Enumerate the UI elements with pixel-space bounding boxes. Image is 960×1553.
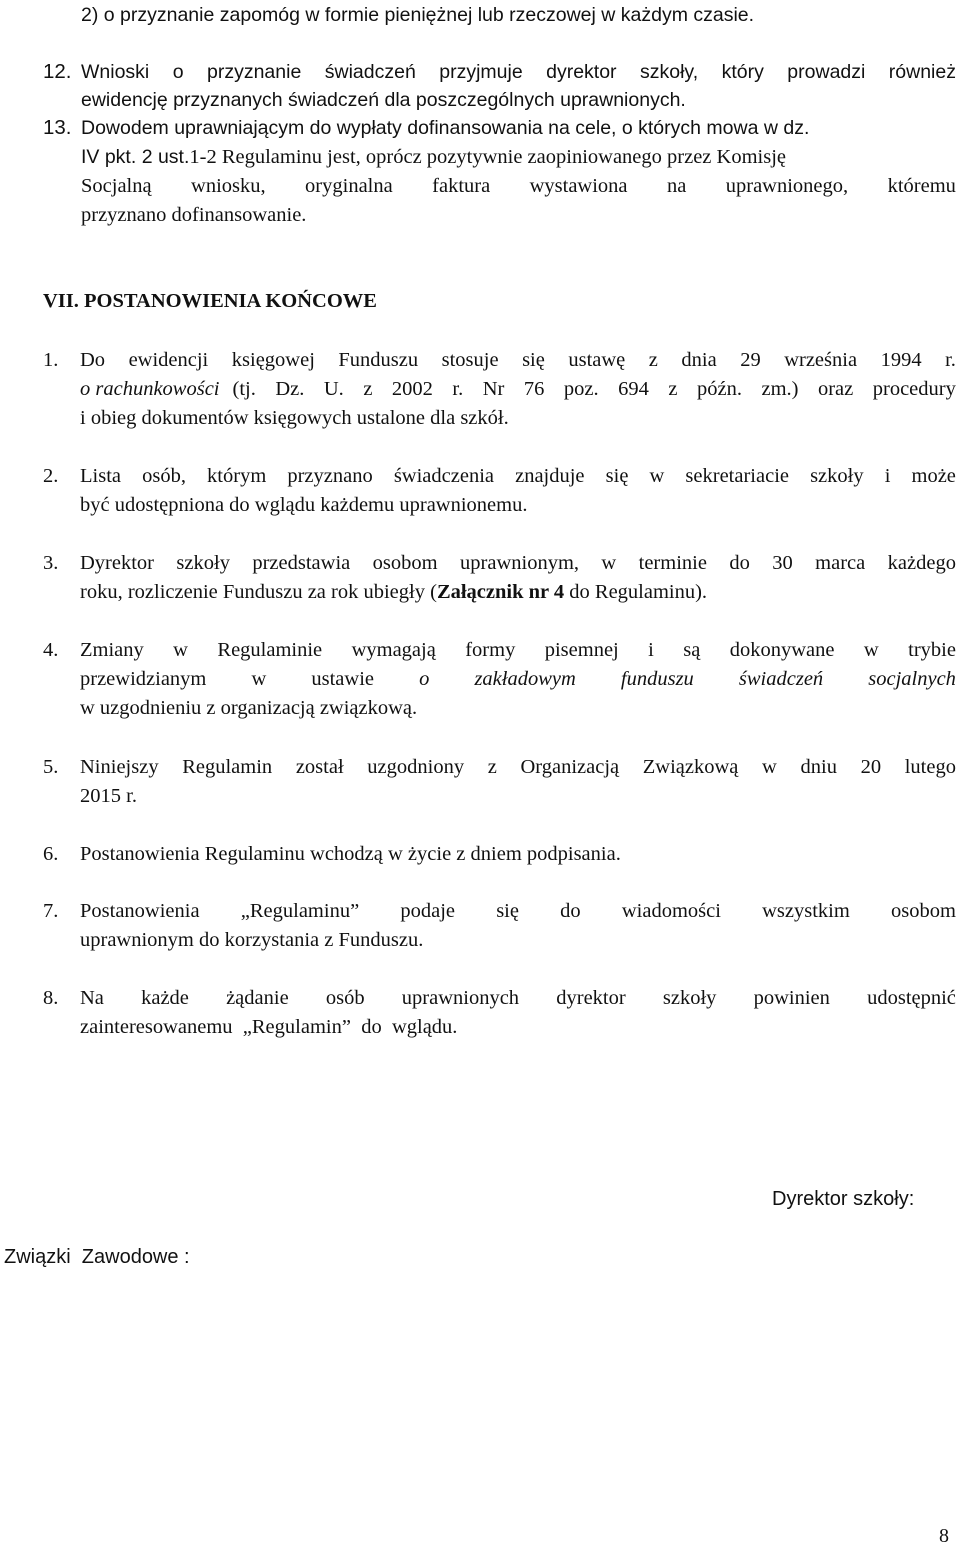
word: Dyrektor	[80, 552, 155, 574]
item-6-line-1: Postanowienia Regulaminu wchodzą w życie z dniem podpisania.	[80, 843, 621, 865]
word: w	[173, 639, 188, 661]
word: przedstawia	[252, 552, 351, 574]
item-2-line-1	[80, 464, 956, 488]
item-12-line-1	[81, 60, 956, 84]
word: „Regulaminu”	[240, 900, 360, 922]
word: świadczenia	[393, 465, 494, 487]
item-7-line-1	[80, 899, 956, 923]
item-5-line-1	[80, 755, 956, 779]
word: świadczeń	[324, 61, 416, 83]
attachment-reference: Załącznik nr 4	[436, 581, 565, 603]
word: księgowej	[231, 349, 315, 371]
item-number: 8.	[43, 987, 59, 1009]
word: osób	[325, 987, 365, 1009]
item-3-line-2-pre: roku, rozliczenie Funduszu za rok ubiegły (	[80, 581, 437, 603]
point-2-text: 2) o przyznanie zapomóg w formie pieniężnej lub rzeczowej w każdym czasie.	[81, 4, 755, 26]
word: terminie	[638, 552, 707, 574]
word: szkoły	[810, 465, 864, 487]
item-number: 4.	[43, 639, 59, 661]
word: Postanowienia	[80, 900, 200, 922]
word: podaje	[400, 900, 456, 922]
item-13-line-2-sans: IV pkt. 2 ust.	[81, 146, 190, 168]
item-number: 13.	[43, 116, 72, 139]
word: r.	[452, 378, 464, 400]
word: ustawę	[568, 349, 626, 371]
word: każde	[141, 987, 189, 1009]
word: przewidzianym	[80, 668, 207, 690]
item-7-line-2: uprawnionym do korzystania z Funduszu.	[80, 929, 424, 951]
word: późn.	[696, 378, 742, 400]
item-1-line-2-rest	[233, 377, 957, 401]
item-4-line-1	[80, 638, 956, 662]
word: szkoły	[176, 552, 230, 574]
word: również	[888, 61, 956, 83]
word: trybie	[908, 639, 956, 661]
word: każdego	[887, 552, 956, 574]
word: wymagają	[351, 639, 436, 661]
word: może	[911, 465, 956, 487]
word: do	[560, 900, 581, 922]
act-title-italic: o rachunkowości	[80, 378, 220, 400]
word: Socjalną	[81, 175, 152, 197]
word: wszystkim	[762, 900, 850, 922]
word: w	[601, 552, 617, 574]
word: się	[496, 900, 519, 922]
word: 30	[772, 552, 793, 574]
item-number: 7.	[43, 900, 59, 922]
word: szkoły	[662, 987, 717, 1009]
word: osobom	[891, 900, 956, 922]
word: Nr	[482, 378, 505, 400]
word: osobom	[372, 552, 438, 574]
word: stosuje	[441, 349, 499, 371]
word: prowadzi	[787, 61, 866, 83]
word: Zmiany	[80, 639, 144, 661]
word: dniu	[800, 756, 837, 778]
word: na	[666, 175, 687, 197]
word: pisemnej	[544, 639, 619, 661]
item-3-line-1	[80, 551, 956, 575]
word: z	[668, 378, 678, 400]
word: udostępnić	[867, 987, 956, 1009]
item-4-line-2	[80, 667, 956, 691]
unions-signature-label: Związki Zawodowe :	[4, 1246, 190, 1268]
word: powinien	[753, 987, 830, 1009]
page-number: 8	[939, 1525, 949, 1547]
word: Do	[80, 349, 106, 371]
item-number: 2.	[43, 465, 59, 487]
item-12-line-2: ewidencję przyznanych świadczeń dla poszczególnych uprawnionych.	[81, 89, 686, 111]
word: o	[172, 61, 184, 83]
word: i	[648, 639, 654, 661]
item-13-line-1: Dowodem uprawniającym do wypłaty dofinansowania na cele, o których mowa w dz.	[81, 117, 810, 139]
word: dyrektor	[556, 987, 626, 1009]
italic-word: socjalnych	[868, 668, 956, 690]
word: marca	[815, 552, 866, 574]
word: żądanie	[226, 987, 289, 1009]
word: w	[649, 465, 665, 487]
item-8-line-2: zainteresowanemu „Regulamin” do wglądu.	[80, 1016, 458, 1038]
item-number: 6.	[43, 843, 59, 865]
word: znajduje	[515, 465, 585, 487]
word: sekretariacie	[685, 465, 789, 487]
word: (tj.	[232, 378, 256, 400]
word: którym	[207, 465, 267, 487]
item-number: 12.	[43, 60, 72, 83]
word: poz.	[563, 378, 599, 400]
section-heading: VII. POSTANOWIENIA KOŃCOWE	[43, 290, 377, 312]
word: zm.)	[761, 378, 799, 400]
word: dokonywane	[729, 639, 835, 661]
item-13-line-3	[81, 174, 956, 198]
word: z	[363, 378, 373, 400]
word: Regulamin	[182, 756, 273, 778]
word: 29	[740, 349, 761, 371]
word: Regulaminie	[217, 639, 323, 661]
item-1-line-1	[80, 348, 956, 372]
word: 20	[860, 756, 882, 778]
italic-word: funduszu	[620, 668, 694, 690]
item-13-line-4: przyznano dofinansowanie.	[81, 204, 307, 226]
word: dyrektor	[546, 61, 617, 83]
word: w	[863, 639, 879, 661]
word: ustawie	[311, 668, 374, 690]
item-1-line-3: i obieg dokumentów księgowych ustalone dla szkół.	[80, 407, 509, 429]
word: formy	[465, 639, 516, 661]
word: wystawiona	[529, 175, 628, 197]
word: dnia	[681, 349, 717, 371]
word: w	[762, 756, 777, 778]
italic-word: zakładowym	[474, 668, 576, 690]
item-number: 5.	[43, 756, 59, 778]
item-3-line-2-post: do Regulaminu).	[564, 581, 708, 603]
item-number: 3.	[43, 552, 59, 574]
word: 694	[618, 378, 649, 400]
word: r.	[945, 349, 956, 371]
word: oryginalna	[305, 175, 393, 197]
word: uprawnionego,	[725, 175, 849, 197]
item-4-line-3: w uzgodnieniu z organizacją związkową.	[80, 697, 418, 719]
word: z	[487, 756, 497, 778]
italic-word: świadczeń	[738, 668, 824, 690]
word: do	[729, 552, 750, 574]
word: się	[605, 465, 629, 487]
item-2-line-2: być udostępniona do wglądu każdemu uprawnionemu.	[80, 494, 528, 516]
item-8-line-1	[80, 986, 956, 1010]
word: procedury	[872, 378, 956, 400]
director-signature-label: Dyrektor szkoły:	[772, 1188, 915, 1210]
word: Dz.	[275, 378, 305, 400]
word: się	[522, 349, 545, 371]
word: przyjmuje	[439, 61, 523, 83]
word: 1994	[880, 349, 922, 371]
word: został	[295, 756, 344, 778]
word: i	[884, 465, 891, 487]
item-1-line-2	[80, 377, 956, 401]
word: lutego	[904, 756, 956, 778]
word: Lista	[80, 465, 121, 487]
word: oraz	[817, 378, 854, 400]
word: faktura	[432, 175, 491, 197]
item-5-line-2: 2015 r.	[80, 785, 137, 807]
word: września	[784, 349, 858, 371]
word: wiadomości	[621, 900, 721, 922]
word: uprawnionym,	[460, 552, 580, 574]
word: szkoły,	[640, 61, 699, 83]
word: są	[683, 639, 701, 661]
word: ewidencji	[128, 349, 209, 371]
word: z	[648, 349, 658, 371]
word: przyznanie	[207, 61, 302, 83]
word: wniosku,	[191, 175, 266, 197]
word: osób,	[142, 465, 186, 487]
word: który	[721, 61, 764, 83]
word: w	[251, 668, 267, 690]
word: któremu	[887, 175, 956, 197]
word: 76	[523, 378, 545, 400]
item-number: 1.	[43, 349, 59, 371]
word: Organizacją	[520, 756, 620, 778]
item-3-line-2	[80, 580, 707, 604]
word: Związkową	[642, 756, 739, 778]
italic-word: o	[419, 668, 430, 690]
item-13-line-2-serif: 1-2 Regulaminu jest, oprócz pozytywnie zaopiniowanego przez Komisję	[189, 146, 786, 168]
word: Na	[80, 987, 104, 1009]
word: 2002	[391, 378, 433, 400]
word: Wnioski	[81, 61, 150, 83]
word: uzgodniony	[367, 756, 465, 778]
word: uprawnionych	[401, 987, 520, 1009]
word: Funduszu	[338, 349, 419, 371]
word: Niniejszy	[80, 756, 159, 778]
word: U.	[323, 378, 344, 400]
item-13-line-2	[81, 145, 786, 169]
word: przyznano	[287, 465, 373, 487]
